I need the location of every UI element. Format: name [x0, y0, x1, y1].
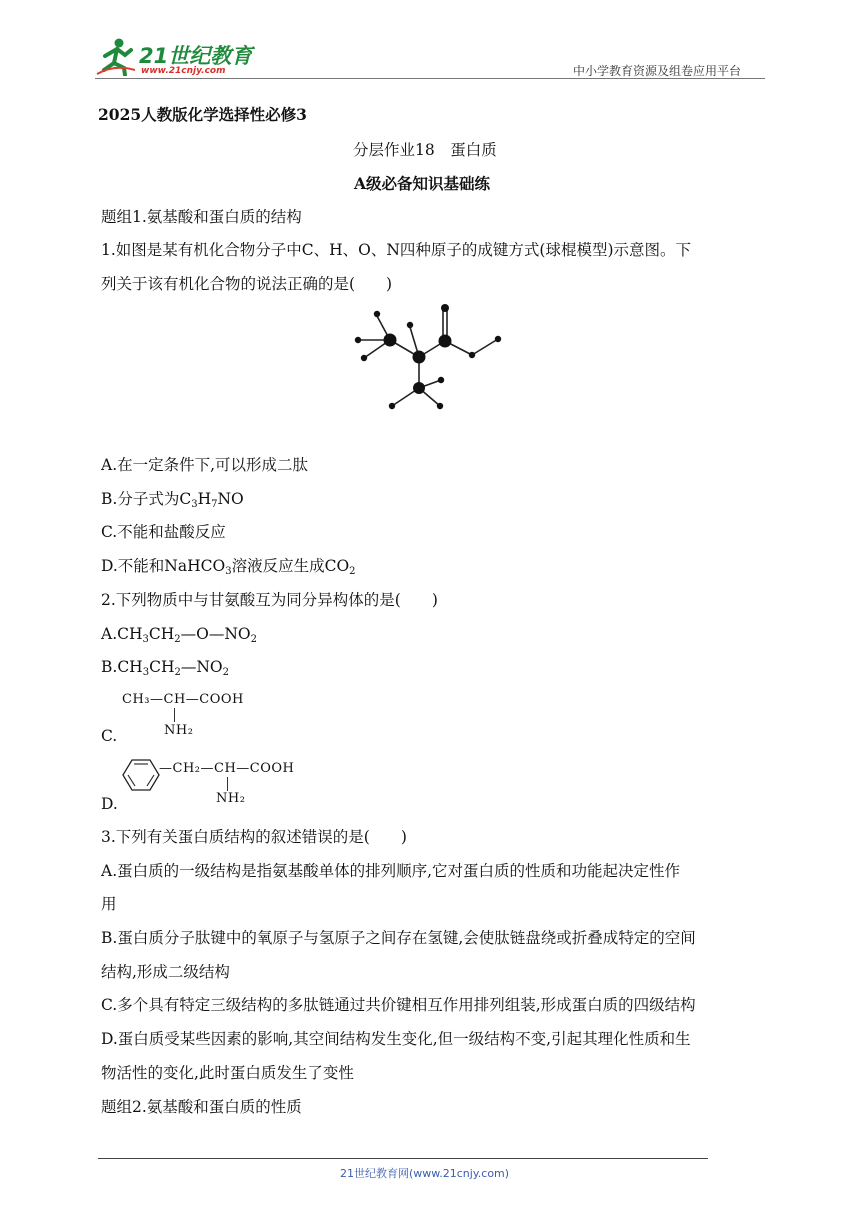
- ball-stick-model: [350, 300, 520, 415]
- course-title: 2025人教版化学选择性必修3: [98, 105, 307, 124]
- q2-option-d-label: D.: [101, 795, 118, 813]
- level-heading: A级必备知识基础练: [354, 174, 491, 193]
- page-title: 分层作业18 蛋白质: [353, 141, 497, 159]
- group-heading-2: 题组2.氨基酸和蛋白质的性质: [101, 1098, 302, 1116]
- q3-option-d-line1: D.蛋白质受某些因素的影响,其空间结构发生变化,但一级结构不变,引起其理化性质和生: [101, 1030, 691, 1048]
- q3-option-b-line1: B.蛋白质分子肽键中的氧原子与氢原子之间存在氢键,会使肽链盘绕或折叠成特定的空间: [101, 929, 696, 947]
- q2-option-c-label: C.: [101, 727, 118, 745]
- q3-option-d-line2: 物活性的变化,此时蛋白质发生了变性: [101, 1064, 354, 1082]
- q1-option-d: D.不能和NaHCO$_3$溶液反应生成$CO_2$: [101, 557, 356, 577]
- q1-stem-line2: 列关于该有机化合物的说法正确的是( ): [101, 275, 393, 293]
- group-heading-1: 题组1.氨基酸和蛋白质的结构: [101, 208, 302, 226]
- header-logo: [95, 36, 265, 78]
- q3-option-c: C.多个具有特定三级结构的多肽链通过共价键相互作用排列组装,形成蛋白质的四级结构: [101, 996, 696, 1014]
- q2-option-c-chain: CH₃—CH—COOH: [122, 692, 244, 707]
- q2-stem: 2.下列物质中与甘氨酸互为同分异构体的是( ): [101, 591, 438, 609]
- q2-option-a: $A.CH_3CH_2—O—NO_2$: [101, 625, 257, 645]
- header-divider: [95, 78, 765, 79]
- q3-option-b-line2: 结构,形成二级结构: [101, 963, 230, 981]
- q1-stem-line1: 1.如图是某有机化合物分子中C、H、O、N四种原子的成键方式(球棍模型)示意图。下: [101, 241, 692, 259]
- logo-text: 21世纪教育: [139, 44, 253, 68]
- q2-option-c-bond: [174, 708, 175, 722]
- q3-stem: 3.下列有关蛋白质结构的叙述错误的是( ): [101, 828, 407, 846]
- q3-option-a-line2: 用: [101, 895, 117, 913]
- q2-option-b: $B.CH_3CH_2—NO_2$: [101, 658, 229, 678]
- q1-option-c: C.不能和盐酸反应: [101, 523, 226, 541]
- q2-option-d-chain: —CH₂—CH—COOH: [159, 761, 295, 776]
- q2-option-d-bond: [227, 777, 228, 791]
- header-platform-text: 中小学教育资源及组卷应用平台: [573, 64, 742, 78]
- benzene-ring-icon: [122, 758, 160, 792]
- q2-option-c-amine: NH₂: [164, 723, 194, 738]
- footer-link[interactable]: 21世纪教育网(www.21cnjy.com): [340, 1167, 510, 1180]
- runner-logo-icon: [95, 36, 135, 76]
- footer-divider: [98, 1158, 708, 1159]
- q3-option-a-line1: A.蛋白质的一级结构是指氨基酸单体的排列顺序,它对蛋白质的性质和功能起决定性作: [101, 862, 681, 880]
- q1-option-a: A.在一定条件下,可以形成二肽: [101, 456, 309, 474]
- q2-option-d-amine: NH₂: [216, 791, 246, 806]
- logo-url: www.21cnjy.com: [141, 66, 226, 76]
- q1-option-b: B.分子式为$C_3H_7NO$: [101, 490, 244, 510]
